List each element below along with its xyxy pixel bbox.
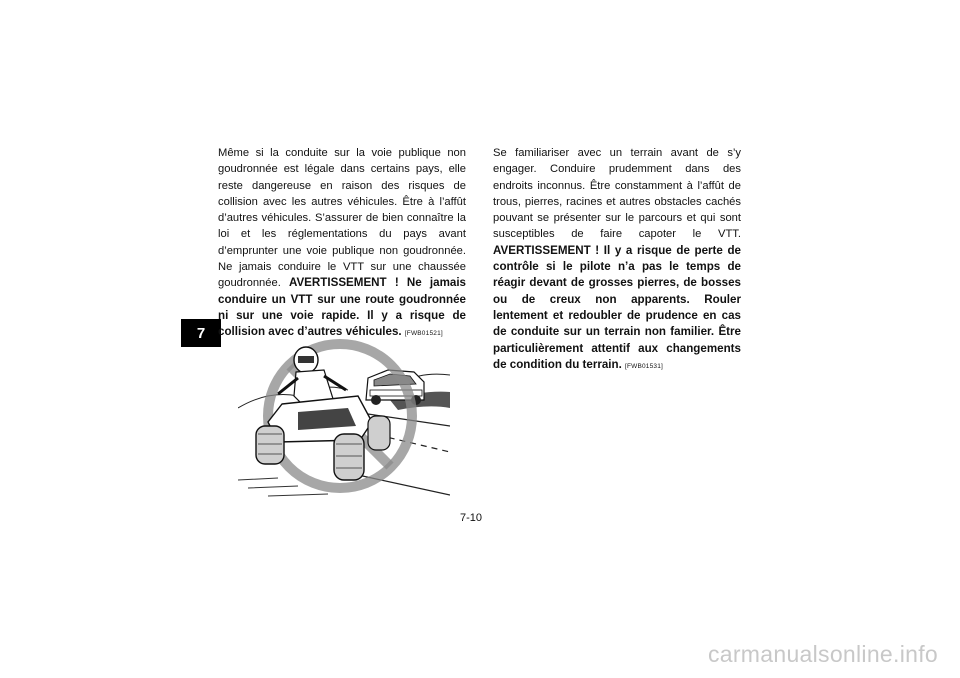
left-column	[218, 145, 466, 343]
left-warning: AVERTISSEMENT ! Ne jamais conduire un VTT sur une route goudronnée ni sur une voie rapide. Il y a risque de collision avec d’autres véhicules.	[218, 276, 467, 339]
atv-on-road-prohibited-illustration	[238, 330, 450, 500]
right-column	[493, 145, 741, 375]
left-warning-code: [FWB01521]	[404, 330, 443, 338]
right-body: Se familiariser avec un terrain avant de s’y engager. Conduire prudemment dans des endroits inconnus. Être constamment à l’affût de trous, pierres, racines et autres obstacles cachés pouvant se présenter sur le parcours et qui sont susceptibles de faire capoter le VTT.	[493, 147, 741, 241]
section-tab: 7	[181, 319, 221, 347]
left-body-text	[218, 145, 466, 343]
right-warning: AVERTISSEMENT ! Il y a risque de perte de contrôle si le pilote n’a pas le temps de réagir devant de grosses pierres, de bosses ou de creux non apparents. Rouler lentement et redoubler de prudence en cas de conduite sur un terrain non familier. Être particulièrement attentif aux changements de condition du terrain.	[493, 243, 741, 371]
watermark: carmanualsonline.info	[707, 641, 938, 667]
left-body: Même si la conduite sur la voie publique non goudronnée est légale dans certains pays, elle reste dangereuse en raison des risques de collision avec les autres véhicules. Être à l’affût d’autres véhicules. S’assurer de bien connaître la loi et les réglementations du pays avant d’emprunter une voie publique non goudronnée. Ne jamais conduire le VTT sur une chaussée goudronnée.	[218, 147, 466, 290]
page-number: 7-10	[460, 512, 483, 524]
right-body-text	[493, 145, 741, 375]
right-warning-code: [FWB01531]	[624, 362, 664, 370]
atv	[256, 396, 390, 480]
